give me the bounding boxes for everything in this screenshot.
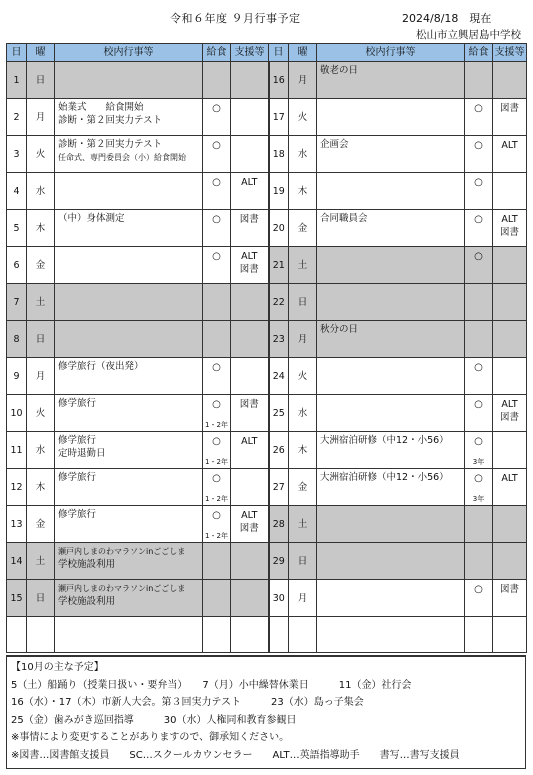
support-cell: [231, 210, 269, 247]
support-text: 図書: [499, 412, 519, 423]
kyushoku-mark: ○: [212, 177, 221, 188]
support-text: ALT: [241, 510, 258, 521]
support-cell: [231, 321, 269, 358]
support-text: ALT: [241, 177, 258, 188]
kyushoku-cell: [465, 543, 493, 580]
support-cell: [493, 395, 527, 432]
kyushoku-grade-note: 1・2年: [205, 532, 228, 540]
kyushoku-cell: [465, 395, 493, 432]
support-cell: [231, 432, 269, 469]
table-row: [7, 62, 527, 99]
event-cell: [55, 210, 203, 247]
support-cell: [493, 62, 527, 99]
event-text: （中）身体測定: [58, 213, 125, 224]
kyushoku-cell: [465, 210, 493, 247]
weekday-cell: 火: [27, 395, 55, 432]
day-cell: 2: [7, 99, 27, 136]
event-text: 学校施設利用: [58, 559, 116, 570]
support-text: 図書: [239, 264, 259, 275]
day-cell: 1: [7, 62, 27, 99]
col-day-header-right: 日: [269, 44, 289, 62]
event-cell: [317, 62, 465, 99]
kyushoku-mark: ○: [474, 436, 483, 447]
weekday-cell: 木: [289, 173, 317, 210]
event-text: 学校施設利用: [58, 596, 116, 607]
event-cell: [55, 617, 203, 653]
table-row: [7, 580, 527, 617]
day-cell: 7: [7, 284, 27, 321]
weekday-cell: 水: [289, 395, 317, 432]
support-cell: [231, 247, 269, 284]
kyushoku-cell: [465, 358, 493, 395]
event-cell: [317, 395, 465, 432]
event-text: 診断・第２回実力テスト: [58, 139, 163, 150]
event-text: 敬老の日: [320, 65, 359, 76]
event-cell: [55, 506, 203, 543]
event-text: 修学旅行（夜出発）: [58, 361, 144, 372]
day-cell: 18: [269, 136, 289, 173]
weekday-cell: 月: [289, 580, 317, 617]
kyushoku-mark: ○: [212, 473, 221, 484]
weekday-cell: 日: [289, 284, 317, 321]
support-text: 図書: [239, 214, 259, 225]
support-cell: [231, 506, 269, 543]
table-row: [7, 432, 527, 469]
kyushoku-cell: [203, 432, 231, 469]
weekday-cell: 水: [289, 136, 317, 173]
support-cell: [231, 580, 269, 617]
table-row: [7, 210, 527, 247]
day-cell: [7, 617, 27, 653]
event-cell: [55, 469, 203, 506]
table-row: [7, 543, 527, 580]
kyushoku-cell: [465, 432, 493, 469]
event-text: 企画会: [320, 139, 349, 150]
kyushoku-cell: [203, 210, 231, 247]
day-cell: [269, 617, 289, 653]
kyushoku-mark: ○: [212, 510, 221, 521]
event-cell: [317, 506, 465, 543]
weekday-cell: 金: [289, 469, 317, 506]
table-header-row: [7, 44, 527, 62]
event-cell: [55, 284, 203, 321]
support-cell: [493, 506, 527, 543]
support-cell: [493, 321, 527, 358]
support-cell: [493, 469, 527, 506]
event-cell: [317, 432, 465, 469]
col-dow-header: 曜: [27, 44, 55, 62]
weekday-cell: 月: [27, 99, 55, 136]
day-cell: 25: [269, 395, 289, 432]
schedule-body: [7, 62, 527, 653]
day-cell: 28: [269, 506, 289, 543]
support-cell: [493, 173, 527, 210]
event-cell: [55, 395, 203, 432]
weekday-cell: 木: [289, 432, 317, 469]
support-cell: [231, 62, 269, 99]
event-cell: [317, 469, 465, 506]
kyushoku-grade-note: 1・2年: [205, 495, 228, 503]
as-of-date: 2024/8/18 現在: [402, 12, 492, 25]
day-cell: 10: [7, 395, 27, 432]
event-cell: [317, 284, 465, 321]
kyushoku-cell: [203, 99, 231, 136]
support-text: ALT: [501, 140, 518, 151]
support-cell: [493, 99, 527, 136]
kyushoku-cell: [203, 173, 231, 210]
event-text: 修学旅行: [58, 435, 97, 446]
event-cell: [55, 321, 203, 358]
kyushoku-mark: ○: [212, 103, 221, 114]
kyushoku-mark: ○: [474, 399, 483, 410]
support-cell: [231, 136, 269, 173]
weekday-cell: 月: [27, 358, 55, 395]
support-cell: [231, 617, 269, 653]
support-cell: [493, 284, 527, 321]
day-cell: 3: [7, 136, 27, 173]
weekday-cell: 土: [27, 284, 55, 321]
weekday-cell: 水: [27, 432, 55, 469]
event-cell: [317, 210, 465, 247]
event-text: 診断・第２回実力テスト: [58, 115, 163, 126]
table-row: [7, 284, 527, 321]
day-cell: 22: [269, 284, 289, 321]
kyushoku-cell: [203, 284, 231, 321]
day-cell: 6: [7, 247, 27, 284]
table-row: [7, 358, 527, 395]
event-text: 秋分の日: [320, 324, 359, 335]
event-cell: [317, 136, 465, 173]
support-cell: [493, 247, 527, 284]
kyushoku-grade-note: 3年: [472, 458, 485, 466]
support-text: 図書: [499, 103, 519, 114]
table-row: [7, 395, 527, 432]
event-cell: [317, 358, 465, 395]
day-cell: 8: [7, 321, 27, 358]
notes-line: 25（金）歯みがき巡回指導 30（水）人権同和教育参観日: [11, 714, 297, 726]
event-text: 始業式 給食開始: [58, 102, 144, 113]
event-cell: [317, 173, 465, 210]
support-cell: [231, 358, 269, 395]
support-text: ALT: [241, 436, 258, 447]
kyushoku-cell: [203, 469, 231, 506]
event-cell: [55, 173, 203, 210]
support-text: ALT: [501, 399, 518, 410]
day-cell: 16: [269, 62, 289, 99]
event-cell: [55, 62, 203, 99]
support-text: 図書: [499, 227, 519, 238]
kyushoku-cell: [465, 136, 493, 173]
kyushoku-mark: ○: [474, 177, 483, 188]
col-dow-header-right: 曜: [289, 44, 317, 62]
support-cell: [231, 543, 269, 580]
event-text: 大洲宿泊研修（中12・小56）: [320, 472, 449, 483]
event-cell: [317, 247, 465, 284]
kyushoku-mark: ○: [474, 584, 483, 595]
weekday-cell: 火: [289, 358, 317, 395]
day-cell: 24: [269, 358, 289, 395]
day-cell: 17: [269, 99, 289, 136]
table-row: [7, 99, 527, 136]
table-row: [7, 136, 527, 173]
support-cell: [493, 432, 527, 469]
kyushoku-cell: [203, 617, 231, 653]
weekday-cell: 日: [289, 543, 317, 580]
support-cell: [493, 580, 527, 617]
weekday-cell: 土: [289, 506, 317, 543]
table-row: [7, 469, 527, 506]
table-row: [7, 506, 527, 543]
kyushoku-cell: [465, 284, 493, 321]
weekday-cell: 金: [27, 247, 55, 284]
kyushoku-cell: [203, 321, 231, 358]
kyushoku-cell: [465, 469, 493, 506]
october-notes: [6, 655, 526, 769]
support-text: ALT: [501, 473, 518, 484]
event-cell: [55, 543, 203, 580]
table-row: [7, 617, 527, 653]
support-cell: [231, 284, 269, 321]
weekday-cell: 木: [27, 210, 55, 247]
event-cell: [317, 617, 465, 653]
kyushoku-cell: [465, 617, 493, 653]
weekday-cell: 金: [289, 210, 317, 247]
weekday-cell: 水: [27, 173, 55, 210]
support-text: 図書: [239, 523, 259, 534]
day-cell: 14: [7, 543, 27, 580]
weekday-cell: 火: [27, 136, 55, 173]
kyushoku-cell: [203, 506, 231, 543]
event-cell: [55, 358, 203, 395]
weekday-cell: 火: [289, 99, 317, 136]
day-cell: 15: [7, 580, 27, 617]
support-text: ALT: [501, 214, 518, 225]
kyushoku-mark: ○: [474, 103, 483, 114]
kyushoku-cell: [203, 580, 231, 617]
notes-line: 5（土）船踊り（授業日扱い・要弁当） 7（月）小中繰替休業日 11（金）社行会: [11, 679, 412, 691]
col-support-header-right: 支援等: [493, 44, 527, 62]
event-cell: [317, 543, 465, 580]
event-cell: [317, 321, 465, 358]
kyushoku-cell: [203, 395, 231, 432]
weekday-cell: [27, 617, 55, 653]
kyushoku-mark: ○: [212, 362, 221, 373]
support-text: 図書: [239, 399, 259, 410]
weekday-cell: 日: [27, 62, 55, 99]
event-text: 合同職員会: [320, 213, 368, 224]
event-cell: [55, 580, 203, 617]
kyushoku-mark: ○: [212, 399, 221, 410]
event-cell: [55, 432, 203, 469]
support-cell: [231, 395, 269, 432]
kyushoku-mark: ○: [474, 140, 483, 151]
event-text: 瀬戸内しまのわマラソンinごごしま: [58, 547, 186, 556]
weekday-cell: 月: [289, 321, 317, 358]
notes-heading: 【10月の主な予定】: [11, 662, 104, 673]
weekday-cell: 木: [27, 469, 55, 506]
kyushoku-mark: ○: [474, 251, 483, 262]
support-cell: [493, 210, 527, 247]
support-cell: [231, 469, 269, 506]
schedule-table: [6, 43, 527, 653]
kyushoku-cell: [203, 543, 231, 580]
kyushoku-mark: ○: [212, 251, 221, 262]
day-cell: 9: [7, 358, 27, 395]
kyushoku-cell: [465, 321, 493, 358]
support-cell: [493, 136, 527, 173]
day-cell: 27: [269, 469, 289, 506]
day-cell: 30: [269, 580, 289, 617]
kyushoku-cell: [465, 99, 493, 136]
col-event-header: 校内行事等: [55, 44, 203, 62]
kyushoku-mark: ○: [212, 214, 221, 225]
event-text: 修学旅行: [58, 509, 97, 520]
table-row: [7, 321, 527, 358]
day-cell: 4: [7, 173, 27, 210]
notes-line: 16（水）・17（木）市新人大会。第３回実力テスト 23（水）島っ子集会: [11, 697, 364, 708]
event-text: 任命式、専門委員会（小）給食開始: [58, 153, 186, 162]
weekday-cell: 土: [289, 247, 317, 284]
col-event-header-right: 校内行事等: [317, 44, 465, 62]
kyushoku-cell: [465, 247, 493, 284]
kyushoku-grade-note: 1・2年: [205, 458, 228, 466]
event-text: 定時退勤日: [58, 448, 106, 459]
support-text: 図書: [499, 584, 519, 595]
support-cell: [493, 358, 527, 395]
day-cell: 5: [7, 210, 27, 247]
kyushoku-cell: [465, 62, 493, 99]
school-name: 松山市立興居島中学校: [416, 29, 521, 41]
event-cell: [317, 580, 465, 617]
day-cell: 29: [269, 543, 289, 580]
support-text: ALT: [241, 251, 258, 262]
kyushoku-cell: [203, 62, 231, 99]
notes-line: ※事情により変更することがありますので、御承知ください。: [11, 732, 290, 743]
kyushoku-mark: ○: [474, 473, 483, 484]
day-cell: 12: [7, 469, 27, 506]
day-cell: 13: [7, 506, 27, 543]
kyushoku-mark: ○: [212, 140, 221, 151]
kyushoku-cell: [465, 173, 493, 210]
weekday-cell: 日: [27, 580, 55, 617]
event-text: 大洲宿泊研修（中12・小56）: [320, 435, 449, 446]
weekday-cell: [289, 617, 317, 653]
col-kyushoku-header-right: 給食: [465, 44, 493, 62]
col-day-header: 日: [7, 44, 27, 62]
kyushoku-grade-note: 3年: [472, 495, 485, 503]
kyushoku-cell: [203, 247, 231, 284]
event-cell: [55, 247, 203, 284]
event-cell: [55, 136, 203, 173]
table-row: [7, 247, 527, 284]
kyushoku-cell: [203, 136, 231, 173]
kyushoku-cell: [465, 506, 493, 543]
support-cell: [493, 617, 527, 653]
day-cell: 11: [7, 432, 27, 469]
day-cell: 19: [269, 173, 289, 210]
day-cell: 26: [269, 432, 289, 469]
kyushoku-mark: ○: [212, 436, 221, 447]
kyushoku-mark: ○: [474, 214, 483, 225]
notes-line: ※図書…図書館支援員 SC…スクールカウンセラー ALT…英語指導助手 書写…書写支援員: [11, 749, 460, 761]
weekday-cell: 金: [27, 506, 55, 543]
schedule-title: 令和６年度 ９月行事予定: [170, 12, 301, 25]
event-text: 瀬戸内しまのわマラソンinごごしま: [58, 584, 186, 593]
table-row: [7, 173, 527, 210]
kyushoku-cell: [203, 358, 231, 395]
kyushoku-mark: ○: [474, 362, 483, 373]
kyushoku-cell: [465, 580, 493, 617]
col-support-header: 支援等: [231, 44, 269, 62]
event-text: 修学旅行: [58, 398, 97, 409]
support-cell: [493, 543, 527, 580]
weekday-cell: 土: [27, 543, 55, 580]
day-cell: 23: [269, 321, 289, 358]
weekday-cell: 日: [27, 321, 55, 358]
weekday-cell: 月: [289, 62, 317, 99]
support-cell: [231, 99, 269, 136]
event-cell: [317, 99, 465, 136]
kyushoku-grade-note: 1・2年: [205, 421, 228, 429]
event-text: 修学旅行: [58, 472, 97, 483]
support-cell: [231, 173, 269, 210]
event-cell: [55, 99, 203, 136]
col-kyushoku-header: 給食: [203, 44, 231, 62]
day-cell: 21: [269, 247, 289, 284]
day-cell: 20: [269, 210, 289, 247]
